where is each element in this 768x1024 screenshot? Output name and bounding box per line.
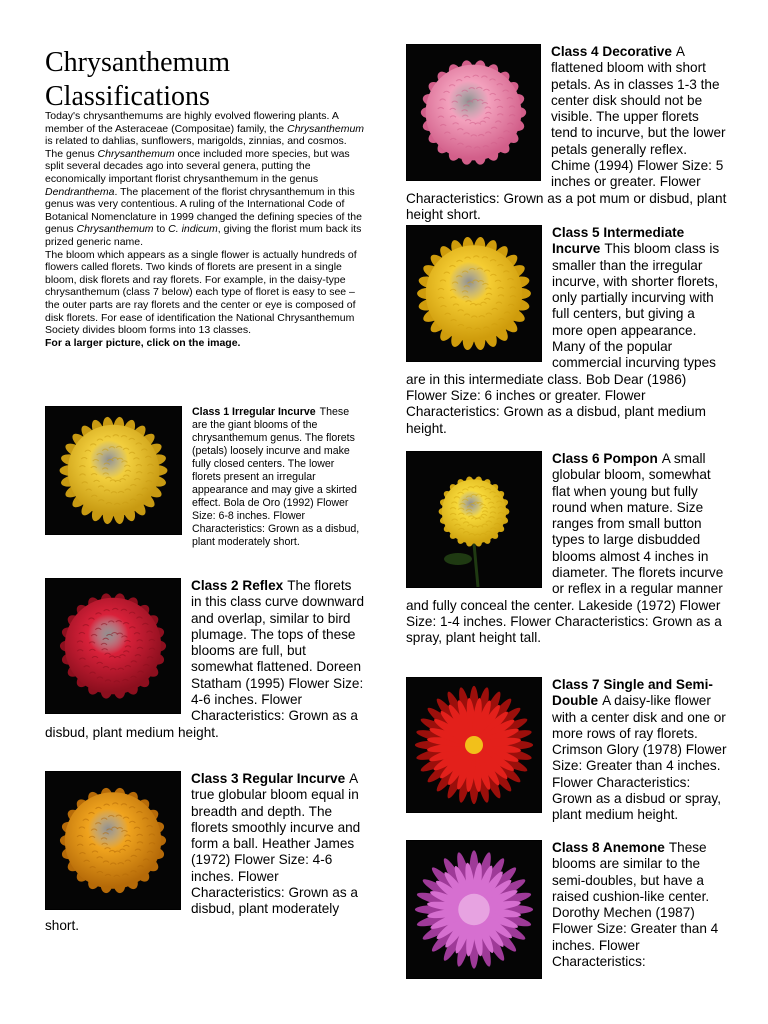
class-4-flower-image[interactable] <box>406 44 541 181</box>
class-1-description: These are the giant blooms of the chrysanthemum genus. The florets (petals) loosely incurve and make fully closed centers. The lower florets present an irregular appearance and may give a skirted effect. Bola de Oro (1992) Flower Size: 6-8 inches. Flower Characteristics: Grown as a disbud, plant moderately short. <box>192 406 360 548</box>
class-6-flower-image[interactable] <box>406 451 542 588</box>
intro-text <box>45 110 365 349</box>
class-7-name: Class 7 Single and Semi-Double <box>552 677 713 709</box>
class-8-name: Class 8 Anemone <box>552 840 665 855</box>
class-7-flower-image[interactable] <box>406 677 542 813</box>
class-3-name: Class 3 Regular Incurve <box>191 771 346 786</box>
class-8-description: These blooms are similar to the semi-doubles, but have a raised cushion-like center. Dorothy Mechen (1987) Flower Size: Greater than 4 inches. Flower Characteristics: <box>552 840 719 970</box>
class-2-description: The florets in this class curve downward and overlap, similar to bird plumage. The tops of these blooms are full, but somewhat flattened. Doreen Statham (1995) Flower Size: 4-6 inches. Flower Characteristics: Grown as a disbud, plant medium height. <box>45 578 365 740</box>
class-5-entry <box>406 225 728 437</box>
intro-paragraph-2: The bloom which appears as a single flower is actually hundreds of flowers called florets. Two kinds of florets are present in a single bloom, disk florets and ray florets. For example, in the daisy-type chrysanthemum (class 7 below) each type of floret is easy to see – the outer parts are ray florets and the center or eye is composed of disk florets. For ease of identification the National Chrysanthemum Society divides bloom forms into 13 classes. <box>45 248 357 337</box>
class-7-entry <box>406 677 728 824</box>
flower-bloom <box>415 850 533 968</box>
class-5-name: Class 5 Intermediate Incurve <box>552 225 685 257</box>
page-title: Chrysanthemum Classifications <box>45 47 231 112</box>
class-6-entry <box>406 451 728 647</box>
class-3-description: A true globular bloom equal in breadth and depth. The florets smoothly incurve and form a ball. Heather James (1972) Flower Size: 4-6 inches. Flower Characteristics: Grown as a disbud, plant moderately short. <box>45 771 361 933</box>
class-8-flower-image[interactable] <box>406 840 542 979</box>
class-4-entry <box>406 44 728 223</box>
class-1-flower-image[interactable] <box>45 406 182 535</box>
class-4-description: A flattened bloom with short petals. As in classes 1-3 the center disk should not be visible. The upper florets tend to incurve, but the lower petals generally reflex. Chime (1994) Flower Size: 5 inches or greater. Flower Characteristics: Grown as a pot mum or disbud, plant height short. <box>406 44 727 222</box>
larger-picture-note: For a larger picture, click on the image. <box>45 336 241 349</box>
class-8-entry <box>406 840 728 983</box>
class-3-flower-image[interactable] <box>45 771 181 910</box>
class-5-flower-image[interactable] <box>406 225 542 362</box>
intro-paragraph-1: Today's chrysanthemums are highly evolved flowering plants. A member of the Asteraceae (Compositae) family, the Chrysanthemum is related to dahlias, sunflowers, marigolds, zinnias, and cosmos. The genus Chrysanthemum once included more species, but was split several decades ago into several genera, putting the economically important florist chrysanthemum in the genus Dendranthema. The placement of the florist chrysanthemum in this genus was very contentious. A ruling of the International Code of Botanical Nomenclature in 1999 changed the defining species of the genus Chrysanthemum to C. indicum, giving the florist mum back its prized generic name. <box>45 110 365 248</box>
class-1-name: Class 1 Irregular Incurve <box>192 406 316 418</box>
class-1-entry <box>45 406 365 549</box>
class-2-entry <box>45 578 365 741</box>
class-3-entry <box>45 771 365 934</box>
class-6-description: A small globular bloom, somewhat flat when young but fully round when mature. Size ranges from small button types to large disbudded blooms almost 4 inches in diameter. The florets incurve or reflex in a regular manner and fully conceal the center. Lakeside (1972) Flower Size: 1-4 inches. Flower Characteristics: Grown as a spray, plant height tall. <box>406 451 724 646</box>
class-5-description: This bloom class is smaller than the irregular incurve, with shorter florets, only partially incurving with full centers, but giving a more open appearance. Many of the popular commercial incurving types are in this intermediate class. Bob Dear (1986) Flower Size: 6 inches or greater. Flower Characteristics: Grown as a disbud, plant medium height. <box>406 241 720 436</box>
class-4-name: Class 4 Decorative <box>551 44 672 59</box>
class-7-description: A daisy-like flower with a center disk and one or more rows of ray florets. Crimson Glory (1978) Flower Size: Greater than 4 inches. Flower Characteristics: Grown as a disbud or spray, plant medium height. <box>552 693 727 823</box>
class-2-flower-image[interactable] <box>45 578 181 714</box>
class-2-name: Class 2 Reflex <box>191 578 284 593</box>
class-6-name: Class 6 Pompon <box>552 451 658 466</box>
